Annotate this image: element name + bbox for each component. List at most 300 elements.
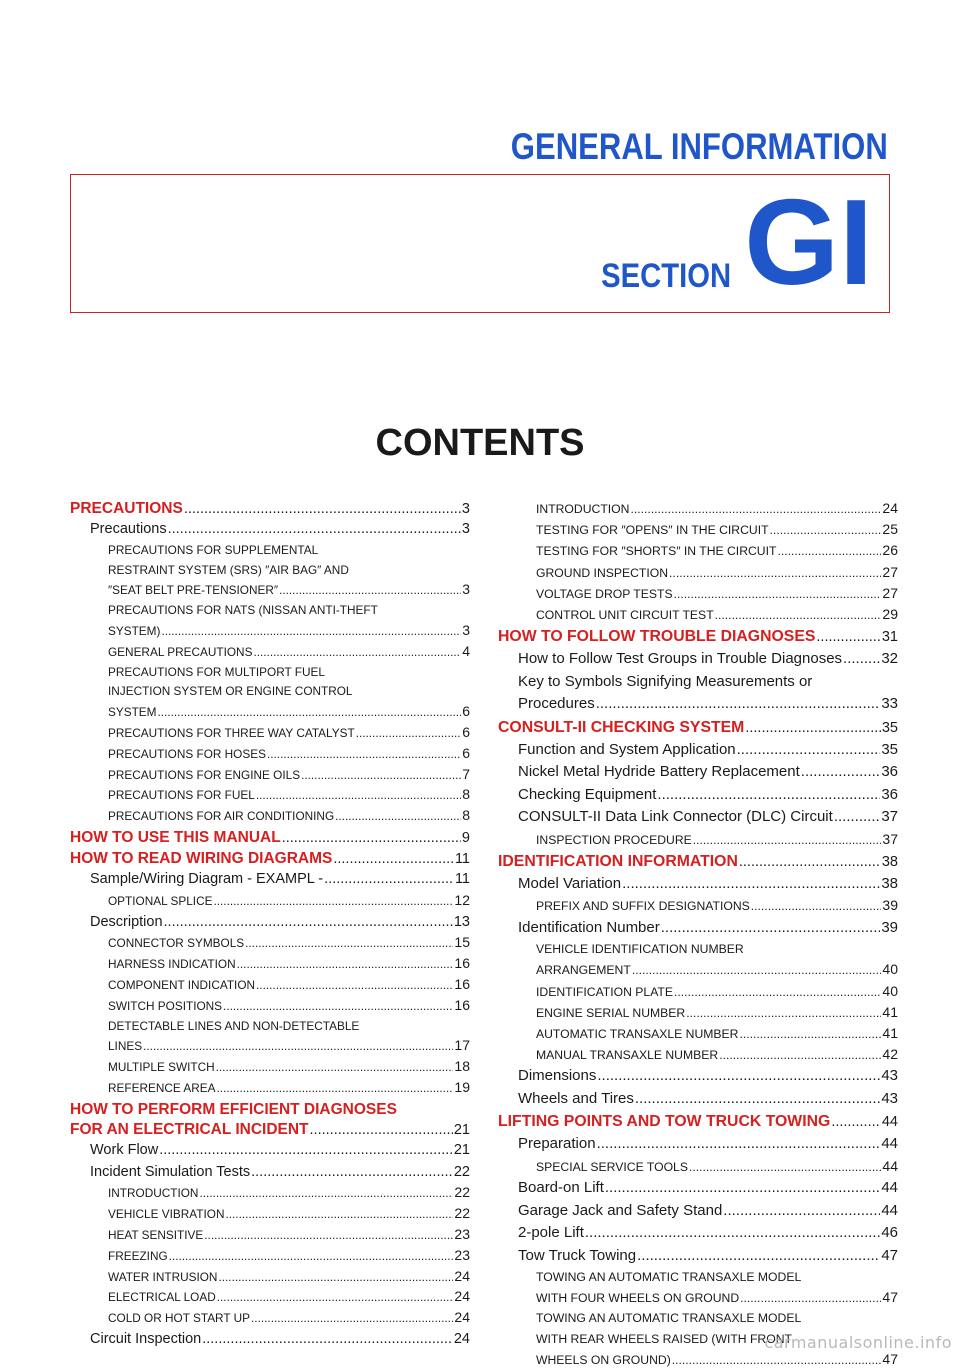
toc-entry-page: 44 xyxy=(881,1201,898,1219)
toc-entry[interactable] xyxy=(498,498,898,519)
dot-leader xyxy=(689,1157,881,1177)
toc-entry-page: 43 xyxy=(881,1067,898,1085)
toc-entry[interactable] xyxy=(70,1267,470,1288)
toc-entry-page: 38 xyxy=(881,853,898,870)
toc-entry-title: Identification Number xyxy=(518,918,660,936)
dot-leader xyxy=(218,1268,453,1288)
toc-entry-page: 37 xyxy=(882,830,898,847)
toc-entry-page: 41 xyxy=(882,1003,898,1020)
toc-entry-title: HOW TO FOLLOW TROUBLE DIAGNOSES xyxy=(498,628,816,646)
toc-entry[interactable] xyxy=(70,1204,470,1225)
dot-leader xyxy=(199,1184,453,1204)
toc-entry-page: 3 xyxy=(462,621,470,638)
toc-entry[interactable] xyxy=(498,1023,898,1044)
dot-leader xyxy=(279,581,461,601)
toc-entry[interactable] xyxy=(498,626,898,648)
toc-entry-line xyxy=(108,1225,470,1246)
toc-entry-title: VEHICLE VIBRATION xyxy=(108,1207,225,1222)
toc-entry-line xyxy=(70,828,470,848)
toc-entry-page: 40 xyxy=(882,961,898,978)
toc-entry-title: TESTING FOR ″OPENS″ IN THE CIRCUIT xyxy=(536,523,769,538)
dot-leader xyxy=(831,1111,881,1133)
toc-entry-line xyxy=(536,1044,898,1065)
toc-entry[interactable] xyxy=(70,869,470,891)
toc-entry-page: 44 xyxy=(881,1179,898,1197)
toc-entry-line xyxy=(108,1183,470,1204)
section-code: GI xyxy=(744,174,873,310)
dot-leader xyxy=(161,622,461,642)
toc-entry-title: AUTOMATIC TRANSAXLE NUMBER xyxy=(536,1026,739,1041)
toc-entry-page: 26 xyxy=(882,542,898,559)
toc-entry-line xyxy=(518,693,898,716)
toc-entry-title: Board-on Lift xyxy=(518,1179,604,1197)
dot-leader xyxy=(301,766,461,786)
toc-entry-title: WITH FOUR WHEELS ON GROUND xyxy=(536,1291,740,1306)
dot-leader xyxy=(834,806,881,829)
toc-entry[interactable] xyxy=(70,849,470,869)
dot-leader xyxy=(816,626,880,648)
toc-entry-page: 24 xyxy=(454,1309,470,1326)
toc-entry[interactable] xyxy=(498,604,898,625)
toc-entry-line xyxy=(70,499,470,519)
toc-entry-line xyxy=(518,917,898,940)
toc-entry-line xyxy=(108,765,470,786)
toc-entry-page: 8 xyxy=(462,807,470,824)
toc-entry[interactable] xyxy=(70,1183,470,1204)
toc-entry[interactable] xyxy=(70,519,470,541)
dot-leader xyxy=(282,828,461,848)
dot-leader xyxy=(143,1037,453,1057)
toc-entry-title: PRECAUTIONS FOR AIR CONDITIONING xyxy=(108,809,335,824)
toc-entry-line xyxy=(108,1057,470,1078)
toc-entry-title-line: TOWING AN AUTOMATIC TRANSAXLE MODEL xyxy=(536,1311,802,1326)
toc-entry-line xyxy=(90,1162,470,1184)
toc-entry-page: 24 xyxy=(882,500,898,516)
toc-entry[interactable] xyxy=(498,540,898,561)
dot-leader xyxy=(693,830,882,850)
toc-entry-title: HOW TO USE THIS MANUAL xyxy=(70,828,281,846)
dot-leader xyxy=(715,605,882,625)
toc-entry[interactable] xyxy=(70,1057,470,1078)
toc-entry-title-line: WITH REAR WHEELS RAISED (WITH FRONT xyxy=(536,1331,792,1346)
toc-entry-title: CONNECTOR SYMBOLS xyxy=(108,936,245,951)
toc-entry-page: 21 xyxy=(453,1121,470,1138)
toc-entry-title: Precautions xyxy=(90,521,167,537)
toc-entry[interactable] xyxy=(70,499,470,519)
toc-entry-title: CONTROL UNIT CIRCUIT TEST xyxy=(536,608,714,623)
toc-entry-line xyxy=(108,1246,470,1267)
toc-entry-line xyxy=(108,975,470,996)
toc-entry-title: REFERENCE AREA xyxy=(108,1080,216,1095)
toc-entry-title: MANUAL TRANSAXLE NUMBER xyxy=(536,1048,719,1063)
toc-entry-title: HARNESS INDICATION xyxy=(108,957,236,972)
toc-entry-page: 7 xyxy=(462,765,470,782)
toc-entry-title: IDENTIFICATION INFORMATION xyxy=(498,852,738,870)
toc-entry-line xyxy=(90,912,470,934)
toc-entry[interactable] xyxy=(498,739,898,762)
toc-entry-title: Checking Equipment xyxy=(518,785,657,803)
toc-entry-title: LIFTING POINTS AND TOW TRUCK TOWING xyxy=(498,1113,831,1131)
dot-leader xyxy=(740,1288,881,1308)
toc-entry-title: WHEELS ON GROUND) xyxy=(536,1352,671,1367)
toc-entry-page: 27 xyxy=(882,563,898,580)
toc-entry-line xyxy=(90,1140,470,1162)
toc-entry-page: 17 xyxy=(454,1037,470,1054)
toc-entry-line xyxy=(518,784,898,807)
toc-entry-title: Work Flow xyxy=(90,1141,159,1158)
toc-entry-line xyxy=(108,891,470,912)
dot-leader xyxy=(737,739,881,762)
dot-leader xyxy=(217,1288,454,1308)
toc-entry[interactable] xyxy=(498,671,898,716)
toc-entry[interactable] xyxy=(498,917,898,940)
toc-entry-title: LINES xyxy=(108,1039,143,1054)
toc-entry-page: 47 xyxy=(882,1350,898,1367)
toc-entry-line xyxy=(498,1111,898,1133)
dot-leader xyxy=(630,499,881,519)
toc-entry-page: 6 xyxy=(462,703,470,720)
toc-entry[interactable] xyxy=(70,642,470,663)
toc-entry-line xyxy=(70,1120,470,1140)
toc-entry[interactable] xyxy=(498,784,898,807)
dot-leader xyxy=(632,960,882,980)
toc-entry-page: 12 xyxy=(454,891,470,908)
toc-entry[interactable] xyxy=(70,1329,470,1351)
toc-entry-title: PREFIX AND SUFFIX DESIGNATIONS xyxy=(536,899,750,914)
toc-entry-title: PRECAUTIONS xyxy=(70,500,183,517)
toc-entry[interactable] xyxy=(498,873,898,896)
toc-entry-page: 39 xyxy=(882,897,898,914)
toc-entry-line xyxy=(518,1177,898,1200)
toc-entry-title: FOR AN ELECTRICAL INCIDENT xyxy=(70,1120,309,1138)
toc-entry[interactable] xyxy=(70,1078,470,1099)
toc-entry-title: 2-pole Lift xyxy=(518,1224,584,1242)
toc-entry-title-line: PRECAUTIONS FOR MULTIPORT FUEL xyxy=(108,664,325,679)
toc-entry-line xyxy=(518,739,898,762)
toc-entry[interactable] xyxy=(70,1017,470,1058)
toc-entry[interactable] xyxy=(498,1156,898,1177)
dot-leader xyxy=(158,703,462,723)
dot-leader xyxy=(739,851,881,873)
toc-entry[interactable] xyxy=(70,933,470,954)
toc-entry-title: MULTIPLE SWITCH xyxy=(108,1060,215,1075)
toc-entry-line xyxy=(518,1222,898,1245)
toc-entry-line xyxy=(108,580,470,601)
toc-entry-title-line: DETECTABLE LINES AND NON-DETECTABLE xyxy=(108,1018,360,1033)
toc-entry-line xyxy=(108,806,470,827)
toc-entry[interactable] xyxy=(498,1002,898,1023)
dot-leader xyxy=(751,896,882,916)
dot-leader xyxy=(672,1350,882,1370)
toc-entry-line xyxy=(536,583,898,604)
toc-entry-page: 24 xyxy=(454,1267,470,1284)
page-title: GENERAL INFORMATION xyxy=(511,126,888,167)
toc-entry-page: 47 xyxy=(881,1246,898,1264)
toc-entry[interactable] xyxy=(70,975,470,996)
toc-entry-title: Wheels and Tires xyxy=(518,1089,634,1107)
dot-leader xyxy=(622,873,880,896)
toc-entry-line xyxy=(536,1023,898,1044)
toc-entry-title: PRECAUTIONS FOR HOSES xyxy=(108,746,266,761)
dot-leader xyxy=(333,849,454,869)
toc-entry-title-line: Key to Symbols Signifying Measurements or xyxy=(518,672,813,690)
toc-entry-title: PRECAUTIONS FOR ENGINE OILS xyxy=(108,767,301,782)
toc-entry-page: 3 xyxy=(461,521,470,537)
toc-entry-page: 37 xyxy=(881,808,898,826)
toc-entry-page: 21 xyxy=(453,1141,470,1158)
toc-entry[interactable] xyxy=(70,1162,470,1184)
dot-leader xyxy=(745,717,881,739)
toc-entry-page: 35 xyxy=(881,740,898,758)
toc-entry[interactable] xyxy=(498,1088,898,1111)
toc-entry-line xyxy=(518,1200,898,1223)
dot-leader xyxy=(597,1133,881,1156)
toc-column-left xyxy=(70,498,470,1351)
toc-entry-title: SWITCH POSITIONS xyxy=(108,998,223,1013)
dot-leader xyxy=(635,1088,880,1111)
toc-entry-page: 18 xyxy=(454,1058,470,1075)
toc-entry-page: 42 xyxy=(882,1046,898,1063)
toc-entry[interactable] xyxy=(498,1044,898,1065)
toc-entry-line xyxy=(108,702,470,723)
toc-entry-page: 43 xyxy=(881,1089,898,1107)
toc-entry-line xyxy=(90,519,470,541)
toc-entry-title: INTRODUCTION xyxy=(108,1186,199,1201)
toc-entry-page: 13 xyxy=(453,913,470,930)
toc-entry-title: INTRODUCTION xyxy=(536,502,630,516)
dot-leader xyxy=(204,1226,453,1246)
toc-entry-page: 32 xyxy=(881,650,898,668)
dot-leader xyxy=(223,997,453,1017)
dot-leader xyxy=(216,1058,454,1078)
toc-entry[interactable] xyxy=(498,761,898,784)
toc-entry[interactable] xyxy=(70,541,470,601)
dot-leader xyxy=(256,976,453,996)
toc-entry[interactable] xyxy=(498,1111,898,1133)
dot-leader xyxy=(686,1003,881,1023)
toc-entry-line xyxy=(108,996,470,1017)
dot-leader xyxy=(168,519,461,541)
toc-entry[interactable] xyxy=(70,723,470,744)
toc-entry[interactable] xyxy=(70,1246,470,1267)
toc-entry-page: 36 xyxy=(881,785,898,803)
toc-entry[interactable] xyxy=(70,765,470,786)
toc-entry-title: TESTING FOR ″SHORTS″ IN THE CIRCUIT xyxy=(536,544,777,559)
toc-entry-title-line: VEHICLE IDENTIFICATION NUMBER xyxy=(536,942,744,957)
toc-entry[interactable] xyxy=(498,519,898,540)
toc-entry-page: 3 xyxy=(461,501,470,517)
toc-entry-line xyxy=(536,829,898,850)
dot-leader xyxy=(669,563,881,583)
toc-entry-title: HEAT SENSITIVE xyxy=(108,1227,204,1242)
toc-entry[interactable] xyxy=(498,583,898,604)
toc-entry-title: Incident Simulation Tests xyxy=(90,1163,251,1180)
toc-entry-title: Nickel Metal Hydride Battery Replacement xyxy=(518,763,800,781)
toc-entry-line xyxy=(108,1078,470,1099)
toc-entry-title: Model Variation xyxy=(518,874,622,892)
toc-entry-line xyxy=(70,849,470,869)
toc-entry-page: 6 xyxy=(462,744,470,761)
toc-entry-page: 33 xyxy=(881,695,898,713)
toc-entry-page: 47 xyxy=(882,1289,898,1306)
dot-leader xyxy=(637,1245,880,1268)
toc-entry-title: COLD OR HOT START UP xyxy=(108,1311,251,1326)
toc-entry-line xyxy=(518,1088,898,1111)
toc-entry[interactable] xyxy=(498,1245,898,1268)
toc-entry-line xyxy=(536,1156,898,1177)
dot-leader xyxy=(159,1140,453,1162)
toc-entry[interactable] xyxy=(498,717,898,739)
toc-entry-title: HOW TO READ WIRING DIAGRAMS xyxy=(70,849,333,867)
dot-leader xyxy=(213,892,453,912)
toc-entry[interactable] xyxy=(70,1140,470,1162)
toc-entry[interactable] xyxy=(498,981,898,1002)
toc-entry-line xyxy=(498,626,898,648)
toc-entry-title: Garage Jack and Safety Stand xyxy=(518,1201,723,1219)
toc-entry-page: 8 xyxy=(462,786,470,803)
toc-entry-page: 22 xyxy=(453,1163,470,1180)
toc-entry[interactable] xyxy=(498,1222,898,1245)
toc-entry-line xyxy=(518,1065,898,1088)
toc-entry-page: 9 xyxy=(461,829,470,846)
toc-entry-line xyxy=(108,1036,470,1057)
toc-entry[interactable] xyxy=(70,744,470,765)
contents-heading: CONTENTS xyxy=(375,422,585,464)
toc-entry-line xyxy=(518,1133,898,1156)
toc-entry-page: 11 xyxy=(454,850,470,867)
toc-entry[interactable] xyxy=(498,1267,898,1308)
toc-entry-line xyxy=(108,621,470,642)
toc-entry-title: Function and System Application xyxy=(518,740,736,758)
dot-leader xyxy=(245,934,453,954)
toc-entry-page: 46 xyxy=(881,1224,898,1242)
toc-entry[interactable] xyxy=(498,1065,898,1088)
toc-entry-line xyxy=(518,1245,898,1268)
toc-entry-title: Sample/Wiring Diagram - EXAMPL - xyxy=(90,870,324,887)
dot-leader xyxy=(674,982,881,1002)
toc-entry[interactable] xyxy=(70,785,470,806)
toc-entry-line xyxy=(536,604,898,625)
toc-entry-page: 24 xyxy=(454,1288,470,1305)
toc-entry[interactable] xyxy=(498,562,898,583)
toc-entry-title: VOLTAGE DROP TESTS xyxy=(536,586,673,601)
watermark: carmanualsonline.info xyxy=(764,1333,952,1352)
toc-entry-line xyxy=(90,1329,470,1351)
toc-entry-page: 19 xyxy=(454,1078,470,1095)
toc-entry-page: 44 xyxy=(882,1157,898,1174)
dot-leader xyxy=(674,584,882,604)
toc-entry[interactable] xyxy=(498,648,898,671)
toc-entry-title: IDENTIFICATION PLATE xyxy=(536,984,674,999)
toc-entry[interactable] xyxy=(70,1287,470,1308)
toc-entry[interactable] xyxy=(70,806,470,827)
toc-entry[interactable] xyxy=(498,939,898,980)
toc-entry-title: Circuit Inspection xyxy=(90,1330,202,1347)
toc-entry-title: GROUND INSPECTION xyxy=(536,565,669,580)
toc-entry[interactable] xyxy=(70,891,470,912)
dot-leader xyxy=(184,499,461,519)
toc-entry-title: Tow Truck Towing xyxy=(518,1246,637,1264)
toc-entry-page: 36 xyxy=(881,763,898,781)
toc-entry-title-line: HOW TO PERFORM EFFICIENT DIAGNOSES xyxy=(70,1100,397,1118)
toc-entry-title: Description xyxy=(90,913,163,930)
toc-entry[interactable] xyxy=(498,895,898,916)
toc-entry-line xyxy=(536,540,898,561)
toc-entry[interactable] xyxy=(498,829,898,850)
toc-entry-page: 3 xyxy=(462,581,470,598)
toc-entry-title: ELECTRICAL LOAD xyxy=(108,1290,216,1305)
toc-entry-title: Preparation xyxy=(518,1135,596,1153)
toc-entry[interactable] xyxy=(70,828,470,848)
toc-entry-title: Procedures xyxy=(518,695,595,713)
toc-entry-title: INSPECTION PROCEDURE xyxy=(536,832,692,847)
toc-entry-page: 24 xyxy=(453,1330,470,1347)
toc-entry[interactable] xyxy=(70,601,470,642)
dot-leader xyxy=(661,917,881,940)
toc-entry[interactable] xyxy=(70,996,470,1017)
toc-entry-line xyxy=(536,1002,898,1023)
toc-entry-page: 6 xyxy=(462,723,470,740)
toc-entry-page: 35 xyxy=(881,719,898,736)
toc-entry-title: GENERAL PRECAUTIONS xyxy=(108,644,253,659)
toc-entry-page: 22 xyxy=(454,1205,470,1222)
toc-entry-line xyxy=(518,648,898,671)
toc-entry[interactable] xyxy=(70,954,470,975)
toc-entry-page: 44 xyxy=(881,1114,898,1131)
dot-leader xyxy=(225,1205,453,1225)
toc-entry-line xyxy=(536,981,898,1002)
dot-leader xyxy=(217,1079,454,1099)
toc-entry-page: 23 xyxy=(454,1246,470,1263)
toc-entry[interactable] xyxy=(498,1133,898,1156)
toc-entry[interactable] xyxy=(498,1177,898,1200)
dot-leader xyxy=(169,1247,454,1267)
toc-entry-page: 25 xyxy=(882,521,898,538)
dot-leader xyxy=(585,1222,880,1245)
toc-entry[interactable] xyxy=(498,1200,898,1223)
dot-leader xyxy=(356,724,462,744)
toc-entry-title: Dimensions xyxy=(518,1067,597,1085)
toc-entry[interactable] xyxy=(498,806,898,829)
toc-entry-title: FREEZING xyxy=(108,1248,168,1263)
toc-entry-title-line: TOWING AN AUTOMATIC TRANSAXLE MODEL xyxy=(536,1270,802,1285)
toc-entry[interactable] xyxy=(498,851,898,873)
toc-entry[interactable] xyxy=(70,1225,470,1246)
dot-leader xyxy=(202,1329,453,1351)
toc-entry-page: 40 xyxy=(882,982,898,999)
toc-entry-title: PRECAUTIONS FOR FUEL xyxy=(108,788,255,803)
toc-entry-page: 38 xyxy=(881,874,898,892)
toc-entry-title: ARRANGEMENT xyxy=(536,963,631,978)
toc-entry-line xyxy=(108,1308,470,1329)
toc-entry-title: ENGINE SERIAL NUMBER xyxy=(536,1005,686,1020)
toc-column-right xyxy=(498,498,898,1370)
toc-entry-line xyxy=(518,761,898,784)
toc-entry[interactable] xyxy=(70,1308,470,1329)
toc-entry-title: ″SEAT BELT PRE-TENSIONER″ xyxy=(108,583,279,598)
toc-entry-line xyxy=(108,1267,470,1288)
toc-entry[interactable] xyxy=(70,663,470,723)
toc-entry-title: SYSTEM) xyxy=(108,623,161,638)
toc-entry-line xyxy=(108,933,470,954)
toc-entry-line xyxy=(498,717,898,739)
dot-leader xyxy=(164,912,453,934)
toc-entry-line xyxy=(536,1349,898,1370)
toc-entry[interactable] xyxy=(70,912,470,934)
toc-entry[interactable] xyxy=(70,1100,470,1140)
toc-entry-line xyxy=(108,642,470,663)
toc-entry-line xyxy=(498,851,898,873)
